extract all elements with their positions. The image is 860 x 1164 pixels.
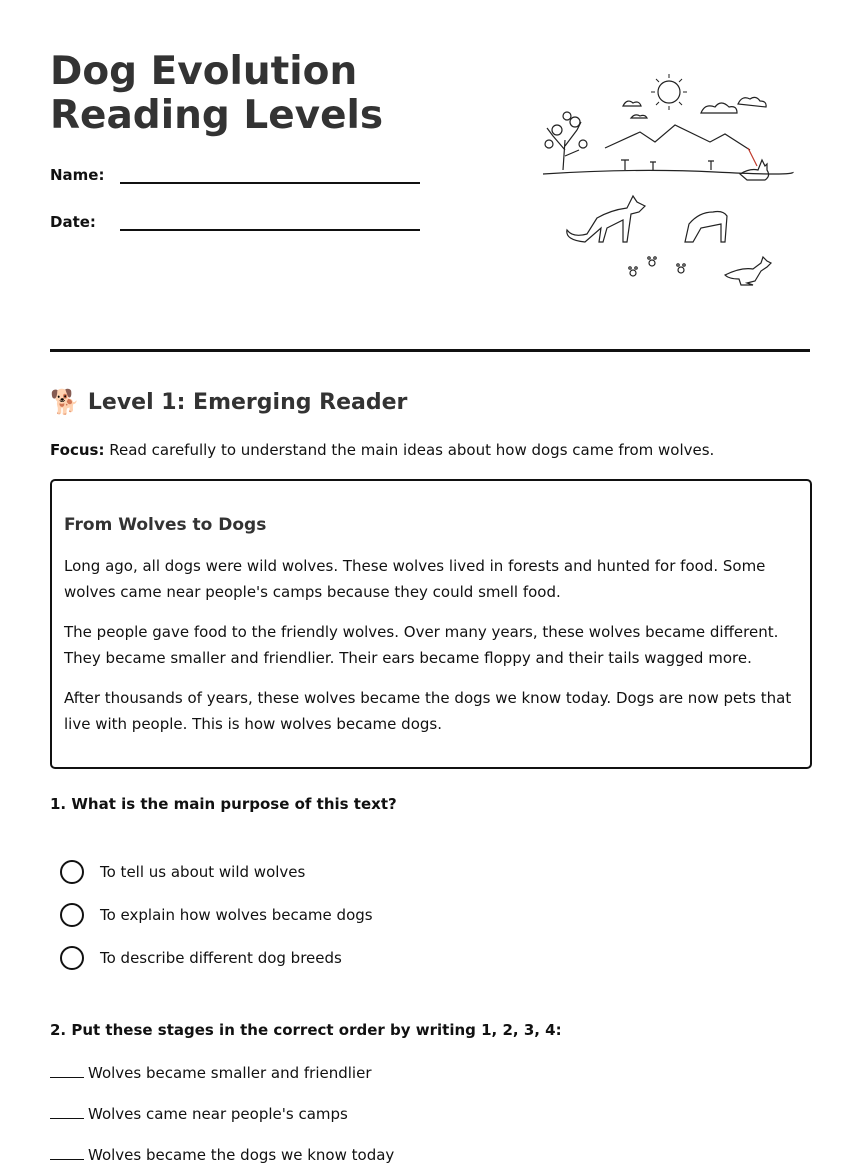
- header-divider: [50, 349, 810, 352]
- order-item-text: Wolves became smaller and friendlier: [88, 1064, 372, 1082]
- name-line[interactable]: [120, 182, 420, 184]
- wolves-landscape-illustration: [535, 70, 800, 295]
- answer-option-label: To explain how wolves became dogs: [100, 906, 373, 924]
- name-field[interactable]: [50, 166, 104, 184]
- order-item[interactable]: [50, 1063, 372, 1082]
- answer-option-label: To tell us about wild wolves: [100, 863, 306, 881]
- question-1: 1. What is the main purpose of this text?: [50, 795, 397, 813]
- passage-paragraph: Long ago, all dogs were wild wolves. These wolves lived in forests and hunted for food. Some wolves came near people's camps because they could smell food.: [64, 557, 766, 601]
- answer-option[interactable]: [60, 946, 342, 970]
- focus-line: [50, 441, 714, 459]
- order-item[interactable]: [50, 1145, 394, 1164]
- radio-button[interactable]: [60, 860, 84, 884]
- radio-button[interactable]: [60, 903, 84, 927]
- passage-title: From Wolves to Dogs: [64, 515, 267, 535]
- order-blank[interactable]: [50, 1145, 84, 1160]
- focus-label: Focus:: [50, 441, 105, 459]
- dog-icon: 🐕: [50, 388, 80, 416]
- radio-button[interactable]: [60, 946, 84, 970]
- answer-option-label: To describe different dog breeds: [100, 949, 342, 967]
- reading-passage: [50, 479, 812, 769]
- answer-option[interactable]: [60, 860, 305, 884]
- answer-option[interactable]: [60, 903, 373, 927]
- date-label: Date:: [50, 213, 96, 231]
- order-item[interactable]: [50, 1104, 348, 1123]
- passage-paragraph: The people gave food to the friendly wolves. Over many years, these wolves became different. They became smaller and friendlier. Their ears became floppy and their tails wagged more.: [64, 623, 779, 667]
- order-blank[interactable]: [50, 1063, 84, 1078]
- date-line[interactable]: [120, 229, 420, 231]
- page-title: Dog Evolution Reading Levels: [50, 49, 384, 138]
- order-blank[interactable]: [50, 1104, 84, 1119]
- name-label: Name:: [50, 166, 105, 184]
- level-heading: [50, 388, 407, 416]
- passage-paragraph: After thousands of years, these wolves became the dogs we know today. Dogs are now pets that live with people. This is how wolves became dogs.: [64, 689, 792, 733]
- level-heading-text: Level 1: Emerging Reader: [87, 389, 408, 415]
- question-2: 2. Put these stages in the correct order by writing 1, 2, 3, 4:: [50, 1021, 562, 1039]
- date-field[interactable]: [50, 213, 96, 231]
- order-item-text: Wolves came near people's camps: [88, 1105, 348, 1123]
- focus-text: Read carefully to understand the main ideas about how dogs came from wolves.: [104, 441, 715, 459]
- order-item-text: Wolves became the dogs we know today: [88, 1146, 395, 1164]
